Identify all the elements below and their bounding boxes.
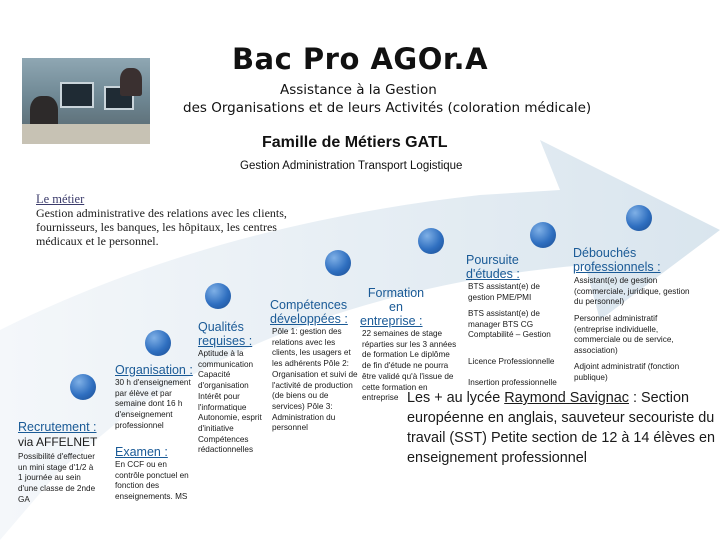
lycee-name: Raymond Savignac (504, 390, 629, 406)
bullet-formation-icon (418, 228, 444, 254)
qualites-heading: Qualités requises : (198, 320, 253, 348)
lycee-details: Section européenne en anglais, sauveteur secouriste du travail (SST) Petite section de 12 à 14 élèves en enseignement professionnel (407, 390, 715, 466)
formation-text: 22 semaines de stage réparties sur les 3 années de formation Le diplôme de fin d'étude ne pourra être validé qu'à l'issue de cette formation en entreprise (362, 329, 457, 403)
metier-text: Gestion administrative des relations avec les clients, fournisseurs, les banques, les hôpitaux, les centres médicaux et le personnel. (36, 206, 287, 248)
bullet-competences-icon (325, 250, 351, 276)
formation-heading: Formation en entreprise : (360, 286, 425, 328)
subtitle-line1: Assistance à la Gestion (280, 82, 437, 98)
recrutement-sub: via AFFELNET (18, 435, 98, 449)
debouches-item-3: Adjoint administratif (fonction publique) (574, 362, 680, 382)
recrutement-heading: Recrutement : (18, 420, 97, 434)
bullet-debouches-icon (626, 205, 652, 231)
poursuite-item-3: Licence Professionnelle (468, 357, 555, 366)
debouches-item-1: Assistant(e) de gestion (commerciale, juridique, gestion du personnel) (574, 276, 690, 307)
competences-text: Pôle 1: gestion des relations avec les clients, les usagers et les adhérents Pôle 2: Organisation et suivi de l'activité de production (de biens ou de services) Pôle 3: Administration du personnel (272, 327, 358, 433)
examen-text: En CCF ou en contrôle ponctuel en fonction des enseignements. MS (115, 460, 189, 502)
metier-heading: Le métier (36, 192, 85, 206)
recrutement-text: Possibilité d'effectuer un mini stage d'1/2 à 1 journée au sein d'une classe de 2nde GA (18, 452, 96, 504)
bullet-organisation-icon (145, 330, 171, 356)
examen-heading: Examen : (115, 445, 168, 459)
poursuite-item-1: BTS assistant(e) de gestion PME/PMI (468, 282, 540, 302)
page-title: Bac Pro AGOr.A (231, 42, 489, 76)
organisation-heading: Organisation : (115, 363, 193, 377)
poursuite-heading: Poursuite d'études : (466, 253, 520, 281)
poursuite-item-4: Insertion professionnelle (468, 378, 557, 387)
famille-title: Famille de Métiers GATL (262, 134, 448, 151)
subtitle-line2: des Organisations et de leurs Activités (coloration médicale) (183, 100, 592, 116)
competences-heading: Compétences développées : (270, 298, 348, 326)
gestion-subtitle: Gestion Administration Transport Logistique (240, 160, 463, 172)
bullet-poursuite-icon (530, 222, 556, 248)
debouches-heading: Débouchés professionnels : (573, 246, 661, 274)
organisation-text: 30 h d'enseignement par élève et par semaine dont 16 h d'enseignement professionnel (115, 378, 191, 430)
lycee-section: Les + au lycée Raymond Savignac : Section européenne en anglais, sauveteur secouriste du travail (SST) Petite section de 12 à 14 élèves en enseignement professionnel (407, 390, 715, 466)
bullet-recrutement-icon (70, 374, 96, 400)
qualites-text: Aptitude à la communication Capacité d'organisation Intérêt pour l'informatique Autonomie, esprit d'initiative Compétences rédactionnelles (198, 349, 262, 455)
bullet-qualites-icon (205, 283, 231, 309)
poursuite-item-2: BTS assistant(e) de manager BTS CG Comptabilité – Gestion (468, 309, 551, 340)
debouches-item-2: Personnel administratif (entreprise individuelle, commerciale ou de service, association) (574, 314, 674, 356)
